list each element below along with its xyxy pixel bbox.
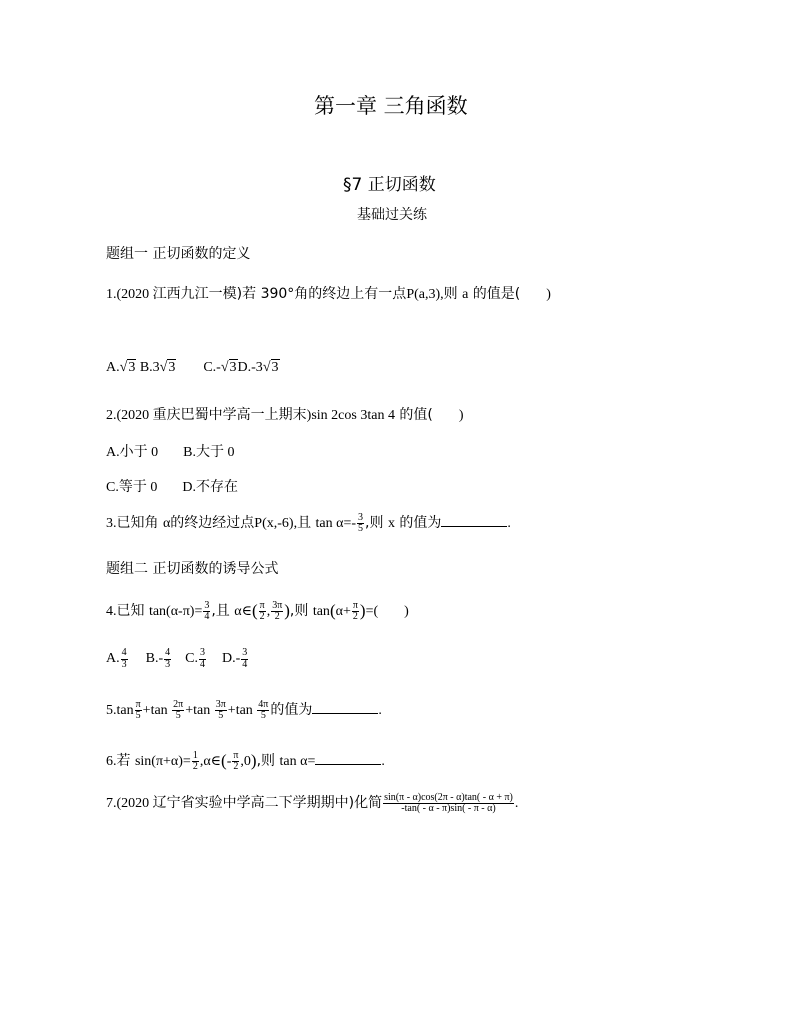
q6-in: ,α∈ — [199, 754, 222, 769]
q7-simplify: )化简 — [348, 795, 383, 811]
question-4: 4.已知 tan(α-π)= $\frac{3}{4}$ ,且 α∈( $\frac{\pi}{2}$ , $\frac{3\pi}{2}$ ),则 tan(α+ $\frac{\pi}{2}$ )=( ) — [106, 599, 409, 623]
q5-answer-blank[interactable] — [312, 701, 378, 714]
q1-option-b: B.3√3 — [139, 360, 176, 375]
q2-ask: 的值( — [394, 407, 433, 423]
q7-source: 辽宁省实验中学高二下学期期中 — [152, 795, 349, 811]
q5-ask: 的值为 — [270, 702, 313, 718]
q2-option-d: D.不存在 — [182, 479, 238, 495]
q6-tan: tan α= — [279, 754, 316, 769]
q4-close: ) — [404, 604, 409, 619]
q3-fraction: $\frac{3}{5}$ — [358, 511, 364, 535]
q1-text: )若 390°角的终边上有一点 — [236, 286, 407, 302]
q6-interval-low: $\frac{\pi}{2}$ — [233, 749, 239, 773]
q3-alpha: α — [162, 516, 171, 531]
q3-then: ,则 — [365, 515, 388, 531]
q4-options — [106, 648, 249, 670]
q3-text2: 的终边经过点 — [170, 515, 255, 531]
q1-options — [106, 360, 280, 376]
q3-end: . — [507, 516, 511, 531]
q3-point: P(x,-6), — [254, 516, 298, 531]
q1-option-c: C.-√3 — [203, 360, 237, 375]
chapter-title: 第一章 三角函数 — [314, 94, 468, 118]
group2-heading: 题组二 正切函数的诱导公式 — [106, 561, 279, 577]
q3-x: x — [387, 516, 395, 531]
q5-frac4: $\frac{4\pi}{5}$ — [258, 698, 269, 722]
q6-number: 6. — [106, 754, 117, 769]
q4-pi-half: $\frac{\pi}{2}$ — [352, 599, 358, 623]
q5-frac3: $\frac{3\pi}{5}$ — [215, 698, 226, 722]
q2-option-b: B.大于 0 — [183, 444, 235, 460]
q4-text: 已知 — [116, 603, 149, 619]
question-6: 6.若 sin(π+α)= $\frac{1}{2}$ ,α∈(- $\frac{\pi}{2}$ ,0),则 tan α= . — [106, 749, 385, 773]
q4-fraction: $\frac{3}{4}$ — [204, 599, 210, 623]
q5-number: 5.tan — [106, 703, 134, 718]
q3-text: 已知角 — [116, 515, 163, 531]
q2-close: ) — [458, 408, 464, 423]
q4-in: α∈ — [234, 604, 252, 619]
q4-option-a: A. $\frac{4}{3}$ — [106, 647, 127, 670]
q1-close: ) — [546, 287, 551, 302]
q6-then: ,则 — [256, 753, 280, 769]
question-1 — [106, 283, 551, 303]
q4-interval-low: $\frac{\pi}{2}$ — [259, 599, 265, 623]
q4-option-d: D.- $\frac{3}{4}$ — [221, 647, 248, 670]
section-title: §7 正切函数 — [343, 175, 436, 195]
q4-eq: =( — [365, 604, 379, 619]
q3-ask: 的值为 — [394, 515, 442, 531]
question-5: 5.tan $\frac{\pi}{5}$ +tan $\frac{2\pi}{5}$ +tan $\frac{3\pi}{5}$ +tan $\frac{4\pi}{5}$ 的值为 . — [106, 698, 382, 722]
q4-then: ,则 — [289, 603, 313, 619]
q7-number: 7.(2020 — [106, 796, 153, 811]
q1-source: 江西九江一模 — [152, 286, 237, 302]
q4-expr: tan(α-π)= — [148, 604, 203, 619]
q6-fraction: $\frac{1}{2}$ — [192, 749, 198, 773]
q5-frac1: $\frac{\pi}{5}$ — [135, 698, 141, 722]
q4-number: 4. — [106, 604, 117, 619]
q2-options-row1 — [106, 441, 234, 461]
q6-if: 若 — [116, 753, 135, 769]
question-2 — [106, 404, 464, 424]
q1-number: 1.(2020 — [106, 287, 153, 302]
q7-fraction: $\frac{\sin(\pi - \alpha)\cos(2\pi - \alpha)\tan( - \alpha + \pi)}{-\tan( - \alpha - \pi)\sin( - \pi - \alpha)}$ — [384, 791, 513, 815]
q2-source: 重庆巴蜀中学高一上期末 — [152, 407, 307, 423]
q4-alpha: α+ — [335, 604, 351, 619]
question-7: 7.(2020 辽宁省实验中学高二下学期期中)化简 $\frac{\sin(\pi - \alpha)\cos(2\pi - \alpha)\tan( - \alpha + \pi)}{-\tan( - \alpha - \pi)\sin( - \pi - \alpha)}$ . — [106, 791, 519, 815]
q6-answer-blank[interactable] — [315, 752, 381, 765]
q1-option-d: D.-3√3 — [237, 360, 279, 375]
group1-heading: 题组一 正切函数的定义 — [106, 246, 251, 262]
q1-var: a — [462, 287, 469, 302]
q4-tan: tan — [312, 604, 330, 619]
q2-option-c: C.等于 0 — [106, 479, 158, 495]
q2-option-a: A.小于 0 — [106, 444, 159, 460]
q3-answer-blank[interactable] — [441, 514, 507, 527]
q4-option-b: B.- $\frac{4}{3}$ — [145, 647, 171, 670]
q1-option-a: A.√3 — [106, 360, 136, 375]
q3-number: 3. — [106, 516, 117, 531]
q3-and: 且 — [297, 515, 316, 531]
q4-option-c: C. $\frac{3}{4}$ — [185, 647, 205, 670]
q3-tan: tan α=- — [315, 516, 357, 531]
q4-interval-high: $\frac{3\pi}{2}$ — [272, 599, 283, 623]
q2-options-row2 — [106, 476, 238, 496]
q1-point: P(a,3), — [406, 287, 444, 302]
q4-and: ,且 — [211, 603, 235, 619]
section-subtitle: 基础过关练 — [357, 207, 427, 223]
q6-expr: sin(π+α)= — [134, 754, 191, 769]
q1-then: 则 — [443, 286, 463, 302]
question-3 — [106, 512, 511, 535]
q1-ask: 的值是( — [468, 286, 521, 302]
q5-frac2: $\frac{2\pi}{5}$ — [173, 698, 184, 722]
q2-expr: )sin 2cos 3tan 4 — [306, 408, 395, 423]
q2-number: 2.(2020 — [106, 408, 153, 423]
